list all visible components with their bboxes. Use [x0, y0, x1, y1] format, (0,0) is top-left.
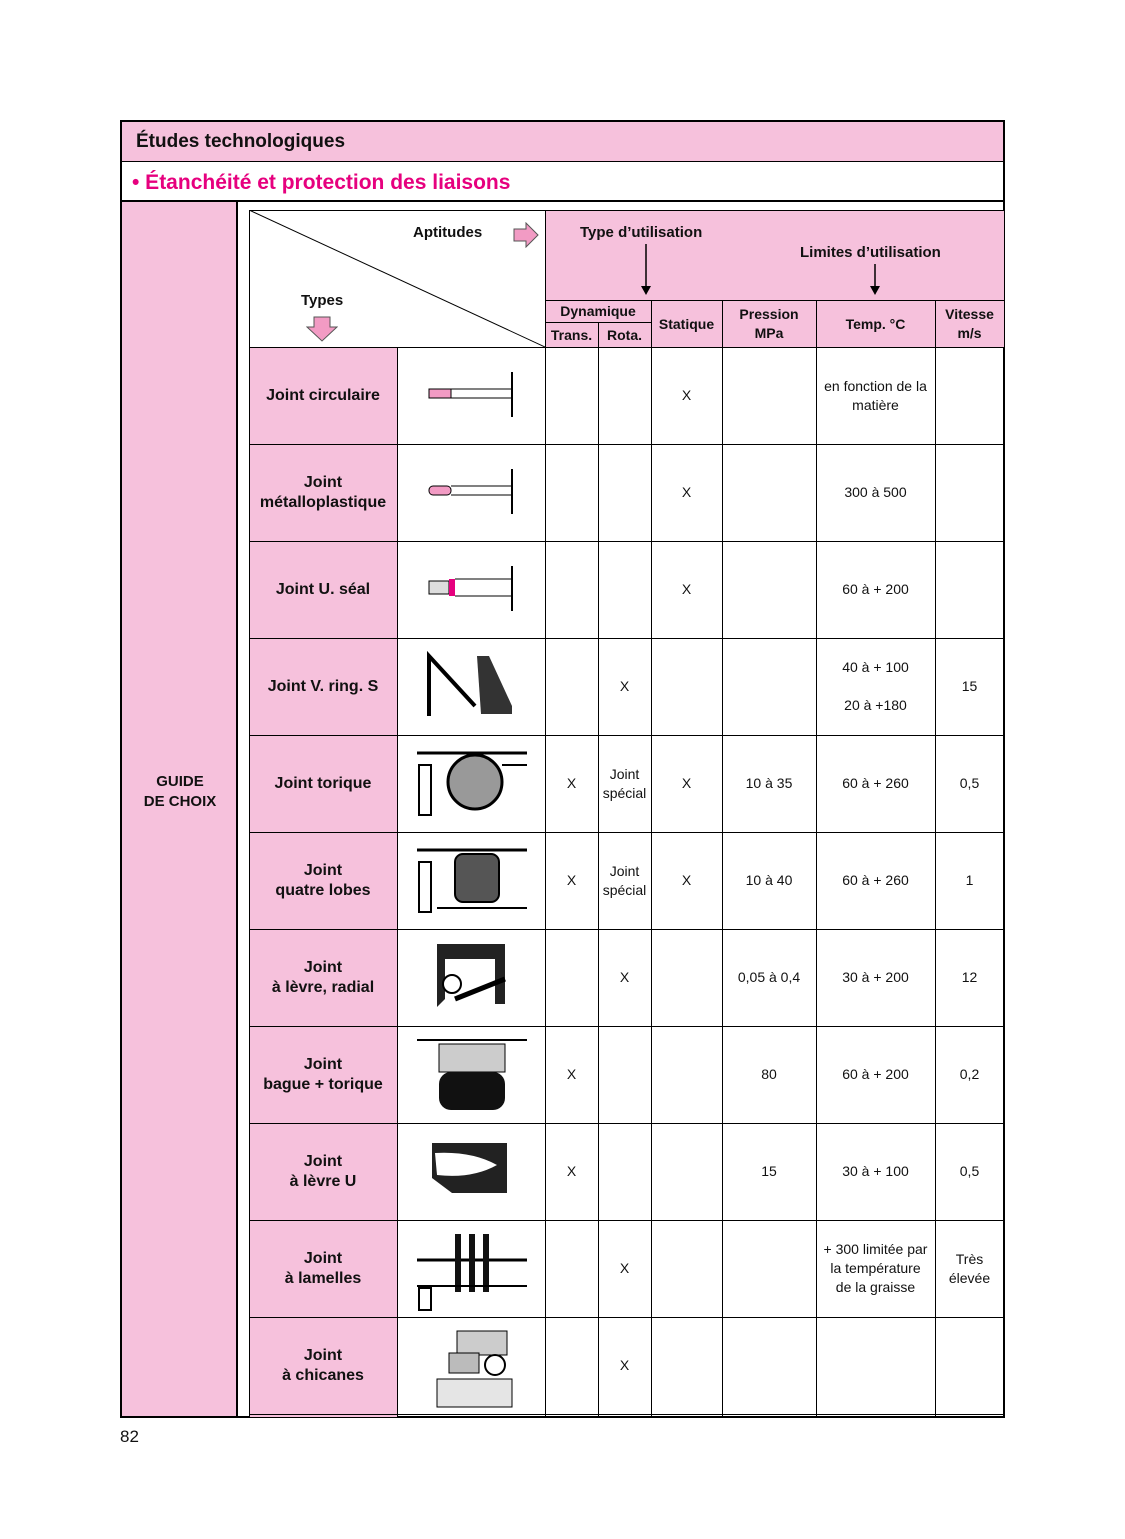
arrow-down-icon [306, 316, 338, 342]
cell-statique [651, 1317, 722, 1414]
cell-temp: 60 à + 200 [842, 1066, 909, 1082]
arrow-type-utilisation-icon [640, 244, 652, 296]
cell-rota: Joint spécial [602, 765, 647, 801]
seal-diagram-icon [397, 735, 545, 832]
title-bar [122, 162, 1003, 202]
cell-vitesse [935, 541, 1004, 638]
row-seal-name: Joint circulaire [266, 386, 380, 404]
seal-diagram-icon [397, 638, 545, 735]
limites-utilisation-label: Limites d’utilisation [800, 244, 941, 261]
cell-rota [598, 347, 651, 444]
cell-temp: en fonction de la matière [824, 377, 927, 413]
page-number: 82 [120, 1427, 139, 1446]
types-label: Types [301, 292, 344, 309]
cell-statique [651, 1026, 722, 1123]
col-pression: Pression MPa [739, 305, 799, 341]
cell-rota [598, 1123, 651, 1220]
cell-rota: X [619, 678, 630, 694]
row-seal-name: Joint V. ring. S [267, 677, 379, 695]
cell-pression [722, 638, 816, 735]
cell-temp: 60 à + 260 [842, 775, 909, 791]
row-seal-name: Joint à lèvre, radial [271, 958, 375, 996]
col-vitesse: Vitesse m/s [945, 305, 994, 341]
cell-rota [598, 444, 651, 541]
cell-vitesse: 0,2 [959, 1066, 980, 1082]
cell-statique: X [681, 775, 692, 791]
row-seal-name: Joint U. séal [275, 580, 371, 598]
cell-temp [816, 1317, 935, 1414]
seal-diagram-icon [397, 1123, 545, 1220]
cell-pression [722, 1220, 816, 1317]
section-title: Études technologiques [136, 131, 346, 152]
cell-trans: X [566, 775, 577, 791]
cell-vitesse [935, 1317, 1004, 1414]
cell-temp: 30 à + 100 [842, 1163, 909, 1179]
cell-rota: Joint spécial [602, 862, 647, 898]
cell-pression: 10 à 35 [745, 775, 793, 791]
cell-statique [651, 1220, 722, 1317]
cell-rota: X [619, 1260, 630, 1276]
cell-trans [545, 1220, 598, 1317]
cell-statique: X [681, 581, 692, 597]
cell-vitesse [935, 444, 1004, 541]
cell-vitesse [935, 347, 1004, 444]
arrow-limites-icon [869, 264, 881, 296]
cell-statique: X [681, 484, 692, 500]
corner-diagonal [249, 210, 545, 347]
cell-rota [598, 541, 651, 638]
seal-diagram-icon [397, 444, 545, 541]
cell-pression: 15 [761, 1163, 777, 1179]
seal-diagram-icon [397, 1026, 545, 1123]
cell-pression [722, 444, 816, 541]
aptitudes-label: Aptitudes [413, 224, 483, 241]
cell-trans: X [566, 1066, 577, 1082]
cell-pression [722, 1317, 816, 1414]
section-header [122, 122, 1003, 162]
cell-vitesse: 12 [961, 969, 978, 985]
row-seal-name: Joint à lèvre U [289, 1152, 357, 1190]
cell-temp: + 300 limitée par la température de la graisse [823, 1241, 928, 1295]
cell-statique [651, 929, 722, 1026]
cell-rota: X [619, 1357, 630, 1373]
cell-trans: X [566, 1163, 577, 1179]
seal-diagram-icon [397, 541, 545, 638]
cell-trans [545, 347, 598, 444]
cell-trans [545, 638, 598, 735]
row-seal-name: Joint bague + torique [263, 1055, 383, 1093]
cell-trans [545, 444, 598, 541]
cell-temp: 300 à 500 [844, 484, 907, 500]
seal-diagram-icon [397, 1220, 545, 1317]
cell-vitesse: 0,5 [959, 1163, 980, 1179]
cell-pression: 80 [761, 1066, 777, 1082]
cell-temp: 40 à + 100 20 à +180 [842, 659, 909, 713]
cell-statique [651, 638, 722, 735]
cell-temp: 60 à + 260 [842, 872, 909, 888]
cell-rota [598, 1026, 651, 1123]
cell-statique: X [681, 387, 692, 403]
col-statique: Statique [658, 315, 715, 332]
cell-vitesse: 0,5 [959, 775, 980, 791]
seal-diagram-icon [397, 832, 545, 929]
sidebar [122, 202, 238, 1416]
col-temp: Temp. °C [845, 315, 906, 332]
row-seal-name: Joint métalloplastique [259, 473, 387, 511]
cell-pression: 10 à 40 [745, 872, 793, 888]
seal-diagram-icon [397, 1317, 545, 1414]
cell-vitesse: 15 [961, 678, 978, 694]
col-dynamique: Dynamique [560, 303, 636, 319]
cell-pression [722, 347, 816, 444]
type-utilisation-label: Type d’utilisation [580, 224, 703, 241]
cell-rota: X [619, 969, 630, 985]
row-seal-name: Joint quatre lobes [275, 861, 371, 899]
cell-temp: 60 à + 200 [842, 581, 909, 597]
cell-pression [722, 541, 816, 638]
row-seal-name: Joint torique [274, 774, 372, 792]
row-seal-name: Joint à lamelles [284, 1249, 362, 1287]
cell-statique: X [681, 872, 692, 888]
cell-trans [545, 929, 598, 1026]
sidebar-label: GUIDE DE CHOIX [143, 773, 217, 810]
seal-diagram-icon [397, 347, 545, 444]
col-trans: Trans. [550, 326, 593, 343]
cell-trans: X [566, 872, 577, 888]
page-title: • Étanchéité et protection des liaisons [132, 171, 511, 194]
cell-statique [651, 1123, 722, 1220]
cell-vitesse: 1 [965, 872, 974, 888]
col-rota: Rota. [607, 326, 642, 343]
cell-trans [545, 541, 598, 638]
row-seal-name: Joint à chicanes [282, 1346, 364, 1384]
cell-vitesse: Très élevée [948, 1250, 991, 1286]
cell-pression: 0,05 à 0,4 [737, 969, 801, 985]
arrow-right-icon [513, 222, 539, 248]
cell-temp: 30 à + 200 [842, 969, 909, 985]
cell-trans [545, 1317, 598, 1414]
seal-diagram-icon [397, 929, 545, 1026]
